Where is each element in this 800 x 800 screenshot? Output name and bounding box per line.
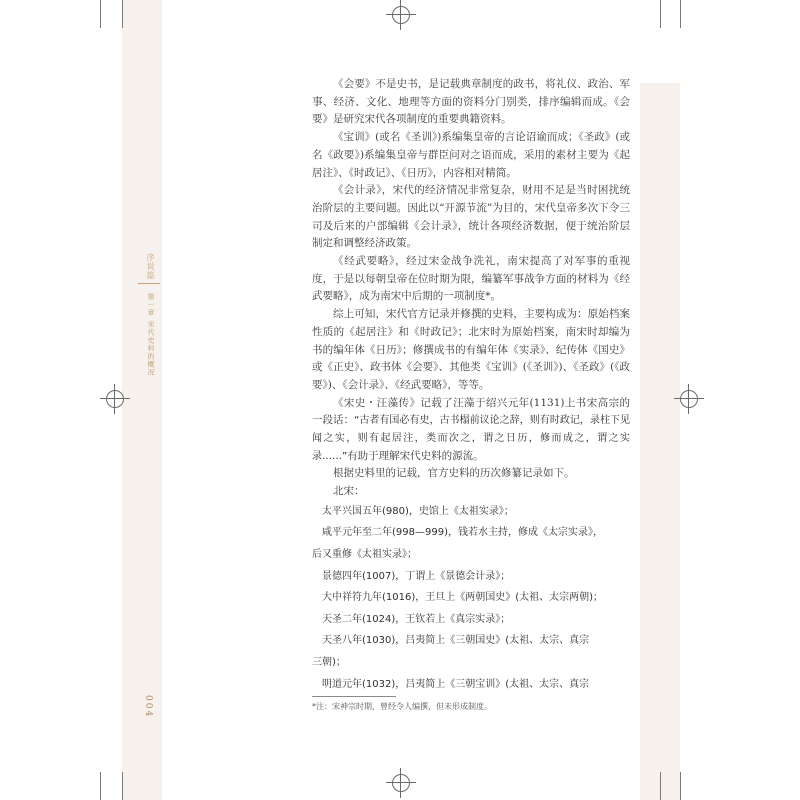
quote-text: “古者有国必有史，古书榻前议论之辞，则有时政记，录柱下见闻之实，则有起居注，类而次之，谓之日历，修而成之，谓之实录……”	[312, 415, 630, 462]
registration-mark-icon	[390, 772, 412, 794]
paragraph-summary: 综上可知，宋代官方记录并修撰的史料，主要构成为：原始档案性质的《起居注》和《时政记》；北宋时为原始档案，南宋时却编为书的编年体《日历》；修撰成书的有编年体《实录》、纪传体《国史》或《正史》、政书体《会要》、其他类《宝训》(《圣训》)、《圣政》(《政要》)、《会计录》、《经武要略》，等等。	[312, 308, 630, 391]
crop-mark	[100, 772, 101, 800]
sidebar-divider	[138, 283, 160, 284]
crop-mark	[660, 0, 661, 28]
list-item: 景德四年(1007)，丁谓上《景德会计录》；	[322, 570, 511, 582]
chapter-title: 第一章 宋代史料的概况	[147, 293, 155, 377]
dynasty-label: 北宋：	[333, 485, 365, 498]
paragraph-quote	[312, 395, 630, 466]
list-item: 太平兴国五年(980)，史馆上《太祖实录》；	[322, 505, 514, 517]
list-item: 明道元年(1032)，吕夷简上《三朝宝训》(太祖、太宗、真宗	[322, 678, 590, 690]
paragraph-huiyao: 《会要》不是史书，是记载典章制度的政书，将礼仪、政治、军事、经济、文化、地理等方面的资料分门别类，排序编辑而成。《会要》是研究宋代各项制度的重要典籍资料。	[312, 78, 630, 126]
crop-mark	[680, 772, 681, 800]
quote-intro: 《宋史・汪藻传》记载了汪藻于绍兴元年(1131)上书宋高宗的一段话：	[312, 396, 630, 427]
footnote-divider	[312, 696, 396, 697]
list-item: 天圣二年(1024)，王钦若上《真宗实录》；	[322, 613, 511, 625]
registration-mark-icon	[390, 4, 412, 26]
page-sidebar	[130, 0, 162, 800]
main-text	[312, 76, 630, 695]
list-item: 咸平元年至二年(998—999)，钱若水主持，修成《太宗实录》，	[322, 527, 603, 539]
quote-outro: 有助于理解宋代史料的源流。	[347, 449, 484, 462]
book-title: 序说篇	[146, 253, 155, 280]
paragraph-jingwuyaolue: 《经武要略》，经过宋金战争洗礼，南宋提高了对军事的重视度，于是以每朝皇帝在位时期为限，编纂军事战争方面的材料为《经武要略》，成为南宋中后期的一项制度*。	[312, 255, 630, 303]
paragraph-baoxun: 《宝训》(或名《圣训》)系编集皇帝的言论诏谕而成；《圣政》(或名《政要》)系编集皇帝与群臣问对之语而成，采用的素材主要为《起居注》、《时政记》、《日历》，内容相对精简。	[312, 131, 630, 179]
paragraph-kuaijilu: 《会计录》，宋代的经济情况非常复杂，财用不足是当时困扰统治阶层的主要问题。因此以“开源节流”为目的，宋代皇帝多次下令三司及后来的户部编辑《会计录》，统计各项经济数据，便于统治阶层制定和调整经济政策。	[312, 184, 630, 250]
list-item: 天圣八年(1030)，吕夷简上《三朝国史》(太祖、太宗、真宗	[322, 635, 590, 647]
list-intro: 根据史料里的记载，官方史料的历次修纂记录如下。	[333, 467, 575, 480]
list-item: 大中祥符九年(1016)，王旦上《两朝国史》(太祖、太宗两朝)；	[322, 592, 604, 604]
crop-mark	[660, 772, 661, 800]
crop-mark	[100, 0, 101, 28]
list-item: 三朝)；	[312, 657, 346, 669]
crop-mark	[122, 772, 123, 800]
record-list	[312, 501, 630, 695]
registration-mark-icon	[104, 388, 126, 410]
footnote: *注：宋神宗时期，曾经令人编撰，但未形成制度。	[312, 702, 492, 711]
crop-mark	[680, 0, 681, 28]
registration-mark-icon	[678, 388, 700, 410]
crop-mark	[122, 0, 123, 28]
list-item: 后又重修《太祖实录》；	[312, 549, 417, 561]
right-margin-band	[640, 83, 680, 800]
page-number: 004	[143, 695, 153, 719]
